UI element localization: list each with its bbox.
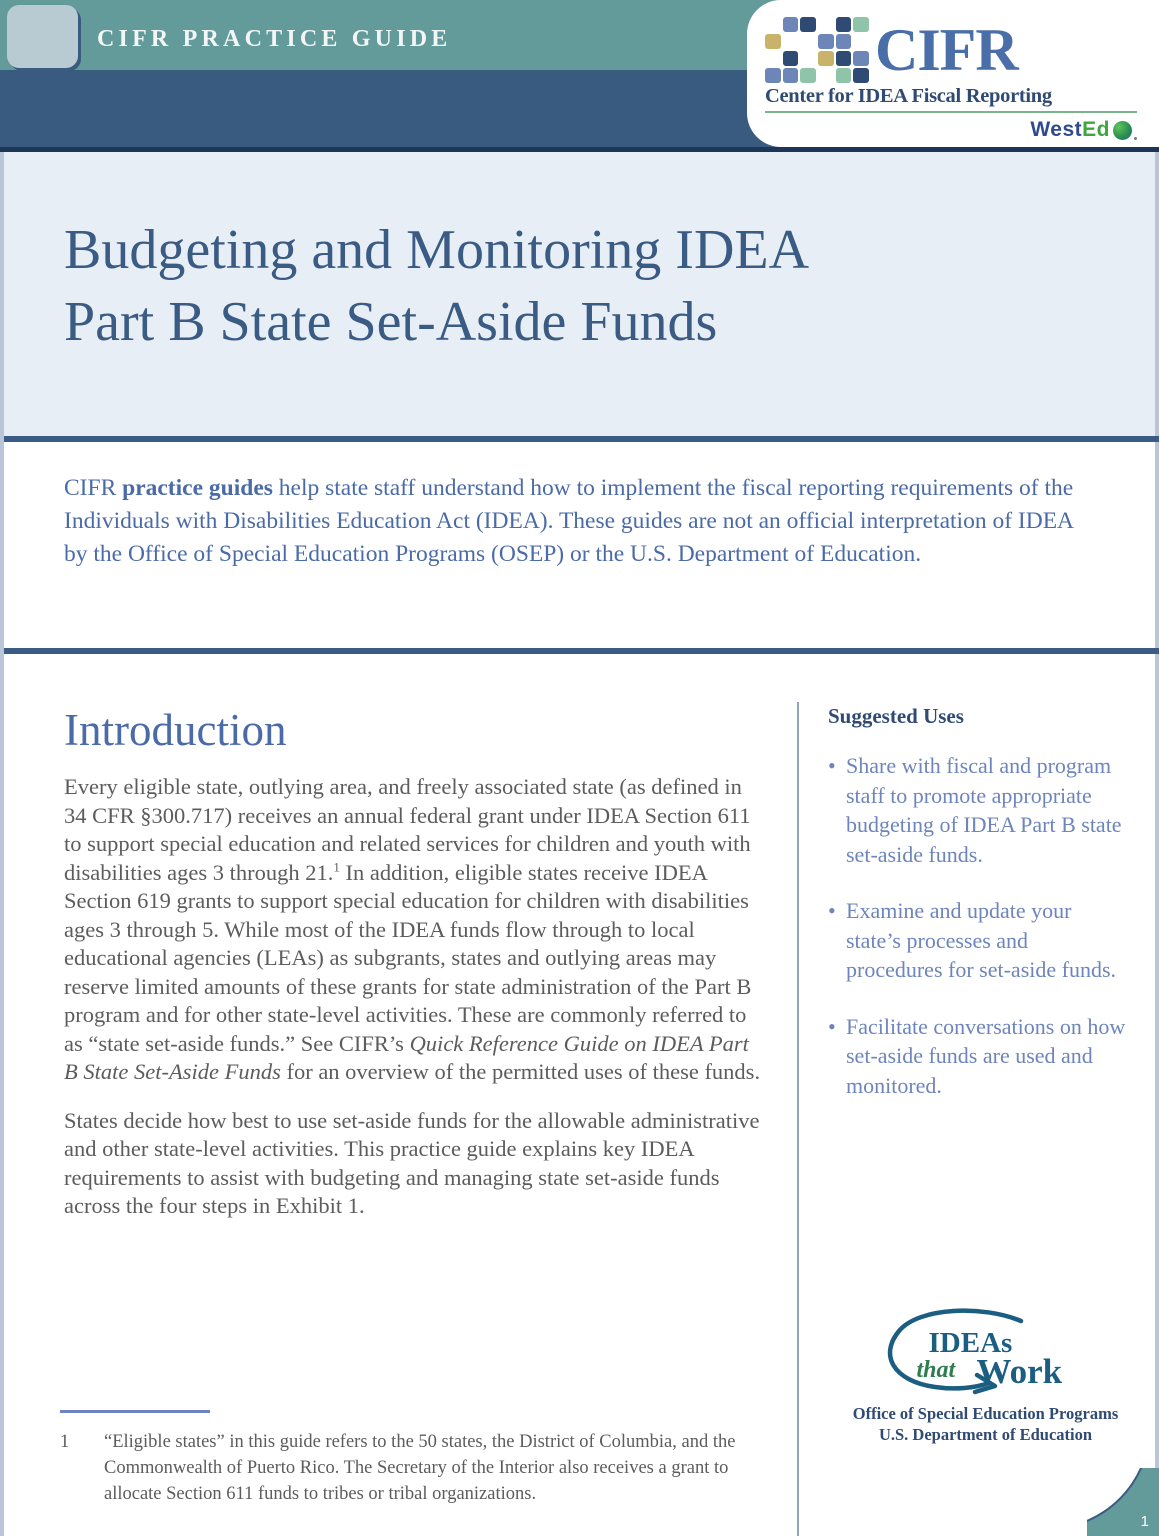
- main-column: [64, 704, 764, 1241]
- sidebar-list-item: [828, 896, 1128, 985]
- body-paragraph-1: [64, 773, 764, 1087]
- body-p1-part-c: for an overview of the permitted uses of these funds.: [280, 1059, 761, 1084]
- cifr-grid-cell: [783, 17, 799, 32]
- cifr-grid-cell: [836, 68, 852, 83]
- footnote-reference: 1: [333, 859, 340, 874]
- sidebar-list-item: [828, 1012, 1128, 1101]
- sidebar-heading: Suggested Uses: [828, 704, 964, 728]
- cifr-grid-cell: [836, 17, 852, 32]
- wested-ed-text: Ed: [1082, 118, 1110, 141]
- cifr-grid-cell: [853, 68, 869, 83]
- wested-logo: [765, 118, 1137, 142]
- cifr-grid-cell: [800, 17, 816, 32]
- sidebar-item-label: Facilitate conversations on how set-aside funds are used and monitored.: [846, 1013, 1126, 1098]
- page-title-line-1: Budgeting and Monitoring IDEA: [64, 219, 810, 281]
- footnote-number: 1: [60, 1432, 70, 1452]
- cifr-divider-rule: [765, 111, 1137, 113]
- lead-paragraph: [64, 472, 1094, 571]
- sidebar-list-item: [828, 751, 1128, 869]
- cifr-grid-cell: [783, 34, 799, 49]
- lead-bold-phrase: practice guides: [122, 475, 273, 501]
- cifr-grid-cell: [853, 34, 869, 49]
- cifr-grid-icon: [765, 17, 869, 83]
- cifr-logo-panel: [747, 0, 1159, 147]
- registered-dot-icon: [1134, 137, 1137, 140]
- page-title: [64, 214, 1074, 358]
- wested-west-text: West: [1030, 118, 1083, 141]
- body-p1-part-b: In addition, eligible states receive IDEA Section 619 grants to support special education for children with disabilities ages 3 through 5. While most of the IDEA funds flow through to local educational agencies (LEAs) as subgrants, states and outlying areas may reserve limited amounts of these grants for state administration of the Part B program and for other state-level activities. These are commonly referred to as “state set-aside funds.” See CIFR’s: [64, 859, 752, 1056]
- cifr-grid-cell: [765, 34, 781, 49]
- cifr-grid-cell: [765, 51, 781, 66]
- footnote-separator-rule: [60, 1410, 210, 1413]
- ideas-logo-mark: [871, 1307, 1101, 1399]
- sidebar-item-label: Share with fiscal and program staff to promote appropriate budgeting of IDEA Part B state set-aside funds.: [846, 753, 1122, 867]
- work-word: Work: [976, 1352, 1063, 1391]
- cifr-grid-cell: [800, 68, 816, 83]
- cifr-logo: [765, 16, 1145, 142]
- footnote-text: “Eligible states” in this guide refers to the 50 states, the District of Columbia, and the Commonwealth of Puerto Rico. The Secretary of the Interior also receives a grant to allocate Section 611 funds to tribes or tribal organizations.: [104, 1432, 736, 1504]
- page-number: 1: [1140, 1513, 1149, 1530]
- cifr-wordmark: CIFR: [875, 17, 1018, 83]
- ideas-word: IDEAs: [928, 1327, 1013, 1359]
- cifr-grid-cell: [836, 51, 852, 66]
- section-heading-introduction: Introduction: [64, 705, 287, 755]
- cifr-grid-cell: [818, 34, 834, 49]
- bullet-icon: •: [828, 1013, 836, 1039]
- cifr-grid-cell: [853, 17, 869, 32]
- osep-line-1: Office of Special Education Programs: [852, 1404, 1119, 1423]
- ideas-that-work-logo: [843, 1307, 1128, 1445]
- header-eyebrow-label: CIFR PRACTICE GUIDE: [97, 26, 452, 52]
- sidebar-item-label: Examine and update your state’s processes and procedures for set-aside funds.: [846, 898, 1117, 982]
- cifr-grid-cell: [836, 34, 852, 49]
- page-left-edge: [0, 152, 4, 1536]
- page-corner-marker: [1087, 1468, 1159, 1536]
- cifr-grid-cell: [765, 17, 781, 32]
- lead-part-2: help state staff understand how to implement the fiscal reporting requirements of the Individuals with Disabilities Education Act (IDEA). These guides are not an official interpretation of IDEA by the Office of Special Education Programs (OSEP) or the U.S. Department of Education.: [64, 475, 1074, 567]
- header-corner-tab: [7, 5, 78, 68]
- cifr-grid-cell: [818, 68, 834, 83]
- cifr-grid-cell: [800, 34, 816, 49]
- footnote-area: [60, 1410, 770, 1507]
- cifr-grid-cell: [818, 17, 834, 32]
- lead-block: [0, 442, 1159, 648]
- sidebar-suggested-uses: [828, 704, 1128, 1127]
- lead-part-1: CIFR: [64, 475, 123, 501]
- cifr-grid-cell: [800, 51, 816, 66]
- cifr-grid-cell: [783, 68, 799, 83]
- osep-attribution: [843, 1403, 1128, 1445]
- body-paragraph-2: States decide how best to use set-aside funds for the allowable administrative and other state-level activities. This practice guide explains key IDEA requirements to assist with budgeting and managing state set-aside funds across the four steps in Exhibit 1.: [64, 1107, 760, 1218]
- column-divider: [797, 702, 799, 1536]
- cifr-grid-cell: [765, 68, 781, 83]
- that-word: that: [916, 1357, 956, 1383]
- title-block: [0, 152, 1159, 436]
- sidebar-list: [828, 751, 1128, 1100]
- bullet-icon: •: [828, 753, 836, 778]
- footnote-item: [60, 1429, 770, 1507]
- body-p1-italic-title: Quick Reference Guide on IDEA Part B State Set-Aside Funds: [64, 1030, 749, 1084]
- osep-line-2: U.S. Department of Education: [878, 1425, 1093, 1444]
- page-header: [0, 0, 1159, 152]
- cifr-grid-cell: [818, 51, 834, 66]
- bullet-icon: •: [828, 898, 836, 923]
- body-p1-part-a: Every eligible state, outlying area, and freely associated state (as defined in 34 CFR §300.717) receives an annual federal grant under IDEA Section 611 to support special education and related services for children and youth with disabilities ages 3 through 21.: [64, 774, 751, 885]
- cifr-grid-cell: [783, 51, 799, 66]
- cifr-tagline: Center for IDEA Fiscal Reporting: [765, 85, 1052, 107]
- globe-icon: [1113, 121, 1132, 140]
- cifr-grid-cell: [853, 51, 869, 66]
- page-title-line-2: Part B State Set-Aside Funds: [64, 291, 718, 353]
